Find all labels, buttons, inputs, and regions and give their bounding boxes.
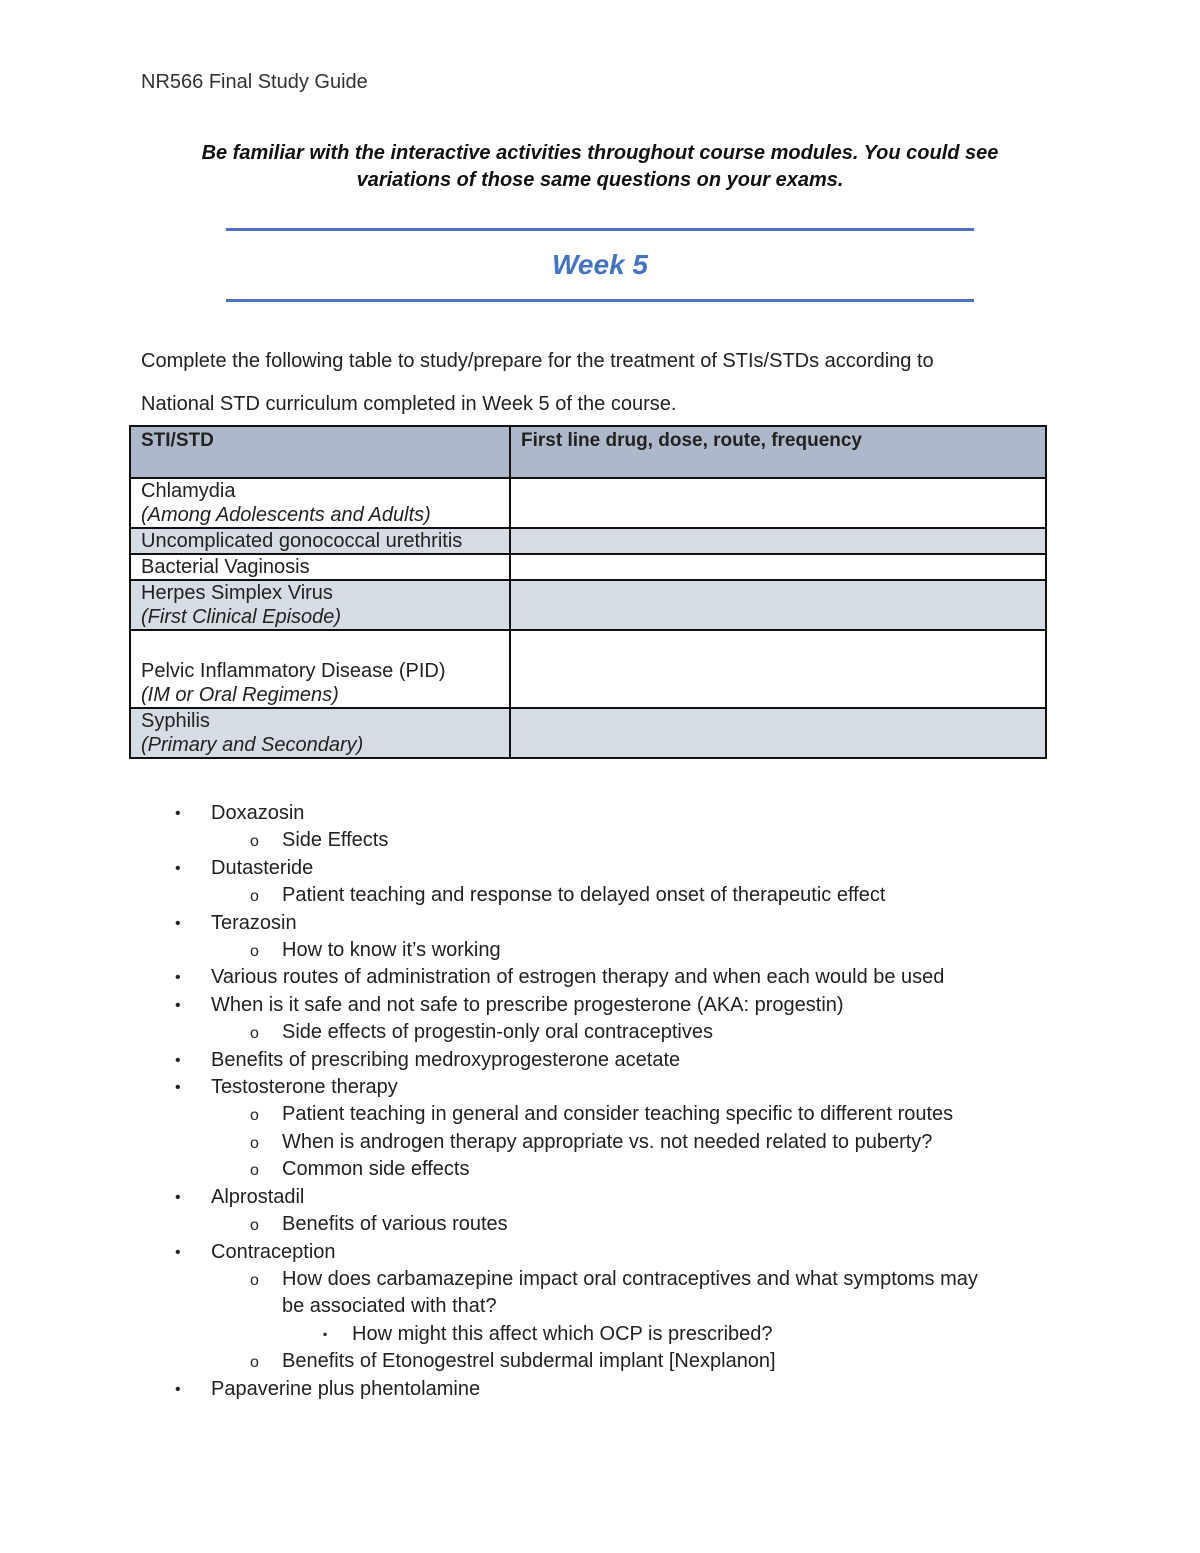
document-header-title: NR566 Final Study Guide [141, 71, 368, 93]
list-item-text: Contraception [211, 1240, 336, 1263]
list-item-text: How to know it’s working [282, 939, 501, 962]
bullet-circle-icon: o [250, 1107, 259, 1125]
list-item [140, 1074, 1060, 1101]
bullet-circle-icon: o [250, 1134, 259, 1152]
list-item-continuation [140, 1293, 1060, 1320]
treatment-answer-cell[interactable] [510, 630, 1046, 708]
list-item [140, 1211, 1060, 1238]
list-item [140, 1239, 1060, 1266]
sti-name: Bacterial Vaginosis [141, 556, 310, 578]
table-instructions [141, 340, 1041, 426]
table-row [130, 580, 1046, 630]
list-item-text: Benefits of prescribing medroxyprogesterone acetate [211, 1048, 681, 1071]
list-item [140, 1321, 1060, 1348]
treatment-answer-cell[interactable] [510, 708, 1046, 758]
list-item-text: When is androgen therapy appropriate vs. not needed related to puberty? [282, 1130, 933, 1153]
list-item [140, 855, 1060, 882]
intro-note [130, 140, 1070, 194]
column-header-treatment: First line drug, dose, route, frequency [510, 426, 1046, 478]
list-item [140, 1129, 1060, 1156]
sti-note: (Primary and Secondary) [141, 734, 364, 756]
list-item [140, 992, 1060, 1019]
sti-cell [130, 478, 510, 528]
sti-name: Syphilis [141, 710, 210, 732]
list-item-text: Dutasteride [211, 856, 314, 879]
sti-name: Chlamydia [141, 480, 236, 502]
sti-cell [130, 554, 510, 580]
list-item [140, 1047, 1060, 1074]
instructions-line-2: National STD curriculum completed in Week 5 of the course. [141, 393, 677, 415]
list-item-text: Common side effects [282, 1158, 470, 1181]
instructions-line-1: Complete the following table to study/prepare for the treatment of STIs/STDs according to [141, 350, 934, 372]
sti-cell [130, 630, 510, 708]
list-item-text: Side effects of progestin-only oral contraceptives [282, 1021, 713, 1044]
list-item-text: Various routes of administration of estrogen therapy and when each would be used [211, 966, 945, 989]
list-item [140, 1019, 1060, 1046]
list-item [140, 937, 1060, 964]
bullet-circle-icon: o [250, 1354, 259, 1372]
list-item-text: Papaverine plus phentolamine [211, 1377, 481, 1400]
list-item-text: Alprostadil [211, 1185, 305, 1208]
list-item [140, 882, 1060, 909]
bullet-disc-icon: • [175, 1079, 181, 1097]
list-item-text: Doxazosin [211, 802, 305, 824]
bullet-circle-icon: o [250, 1162, 259, 1180]
intro-line-1: Be familiar with the interactive activities throughout course modules. You could see [201, 142, 999, 164]
week-heading: Week 5 [552, 249, 648, 280]
list-item [140, 1376, 1060, 1403]
list-item-text: Testosterone therapy [211, 1076, 398, 1099]
sti-note: (First Clinical Episode) [141, 606, 342, 628]
bullet-disc-icon: • [175, 1188, 181, 1206]
bullet-circle-icon: o [250, 1217, 259, 1235]
bullet-disc-icon: • [175, 996, 181, 1014]
bullet-disc-icon: • [175, 969, 181, 987]
list-item [140, 1156, 1060, 1183]
list-item-text: Terazosin [211, 911, 297, 934]
list-item [140, 827, 1060, 854]
list-item-text: Patient teaching in general and consider teaching specific to different routes [282, 1103, 954, 1126]
bullet-disc-icon: • [175, 1380, 181, 1398]
table-row [130, 708, 1046, 758]
list-item [140, 964, 1060, 991]
bullet-circle-icon: o [250, 833, 259, 851]
list-item-text: Patient teaching and response to delayed onset of therapeutic effect [282, 884, 886, 907]
intro-line-2: variations of those same questions on your exams. [356, 169, 844, 191]
list-item-text: Benefits of Etonogestrel subdermal implant [Nexplanon] [282, 1350, 776, 1373]
sti-cell [130, 708, 510, 758]
bullet-disc-icon: • [175, 1243, 181, 1261]
bullet-circle-icon: o [250, 943, 259, 961]
heading-bottom-rule [226, 299, 974, 302]
list-item-text: How does carbamazepine impact oral contraceptives and what symptoms may [282, 1267, 978, 1290]
list-item [140, 1348, 1060, 1375]
bullet-circle-icon: o [250, 1271, 259, 1289]
study-topics-list [140, 800, 1060, 1403]
table-row [130, 554, 1046, 580]
table-row [130, 630, 1046, 708]
bullet-disc-icon: • [175, 1051, 181, 1069]
sti-name: Herpes Simplex Virus [141, 582, 333, 604]
sti-treatment-table [129, 425, 1047, 759]
treatment-answer-cell[interactable] [510, 478, 1046, 528]
list-item-text: When is it safe and not safe to prescribe progesterone (AKA: progestin) [211, 993, 844, 1016]
sti-name: Pelvic Inflammatory Disease (PID) [141, 660, 446, 682]
bullet-disc-icon: • [175, 914, 181, 932]
list-item-text: Side Effects [282, 829, 389, 852]
column-header-sti: STI/STD [130, 426, 510, 478]
list-item-text: be associated with that? [282, 1295, 497, 1318]
table-row [130, 528, 1046, 554]
list-item [140, 1184, 1060, 1211]
table-header-row [130, 426, 1046, 478]
sti-note: (IM or Oral Regimens) [141, 684, 339, 706]
heading-top-rule [226, 228, 974, 231]
table-row [130, 478, 1046, 528]
sti-cell [130, 528, 510, 554]
treatment-answer-cell[interactable] [510, 528, 1046, 554]
list-item [140, 1101, 1060, 1128]
bullet-square-icon: ▪ [323, 1326, 328, 1341]
list-item-text: Benefits of various routes [282, 1213, 508, 1236]
bullet-circle-icon: o [250, 888, 259, 906]
sti-name: Uncomplicated gonococcal urethritis [141, 530, 463, 552]
list-item-text: How might this affect which OCP is prescribed? [352, 1322, 773, 1345]
list-item [140, 910, 1060, 937]
list-item [140, 800, 1060, 827]
treatment-answer-cell[interactable] [510, 580, 1046, 630]
bullet-circle-icon: o [250, 1025, 259, 1043]
treatment-answer-cell[interactable] [510, 554, 1046, 580]
sti-note: (Among Adolescents and Adults) [141, 504, 431, 526]
sti-cell [130, 580, 510, 630]
list-item [140, 1266, 1060, 1293]
bullet-disc-icon: • [175, 859, 181, 877]
bullet-disc-icon: • [175, 805, 181, 822]
